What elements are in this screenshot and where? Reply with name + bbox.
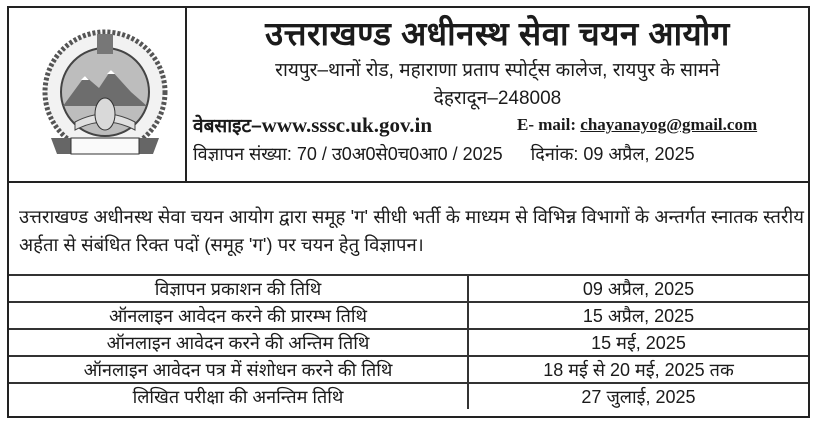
date-cell: 09 अप्रैल, 2025 bbox=[468, 275, 808, 302]
advertisement-info bbox=[193, 142, 695, 166]
advertisement-date: दिनांक: 09 अप्रैल, 2025 bbox=[530, 144, 695, 164]
date-cell: 18 मई से 20 मई, 2025 तक bbox=[468, 356, 808, 383]
header-text bbox=[187, 8, 808, 181]
organization-title: उत्तराखण्ड अधीनस्थ सेवा चयन आयोग bbox=[265, 15, 730, 52]
table-row bbox=[9, 383, 808, 409]
email-link[interactable]: chayanayog@gmail.com bbox=[580, 115, 758, 134]
event-cell: ऑनलाइन आवेदन करने की प्रारम्भ तिथि bbox=[9, 302, 468, 329]
website-label: वेबसाइट– bbox=[193, 116, 262, 137]
table-row bbox=[9, 356, 808, 383]
date-cell: 15 मई, 2025 bbox=[468, 329, 808, 356]
intro-paragraph: उत्तराखण्ड अधीनस्थ सेवा चयन आयोग द्वारा समूह 'ग' सीधी भर्ती के माध्यम से विभिन्न विभागों के अन्तर्गत स्नातक स्तरीय अर्हता से संबंधित रिक्त पदों (समूह 'ग') पर चयन हेतु विज्ञापन। bbox=[19, 206, 804, 255]
notice-frame bbox=[7, 6, 810, 418]
email bbox=[517, 115, 757, 135]
website bbox=[193, 112, 432, 138]
contact-row bbox=[187, 112, 808, 138]
event-cell: लिखित परीक्षा की अनन्तिम तिथि bbox=[9, 383, 468, 409]
table-row bbox=[9, 275, 808, 302]
address-line-1: रायपुर–थानों रोड, महाराणा प्रताप स्पोर्ट्स कालेज, रायपुर के सामने bbox=[275, 60, 720, 81]
schedule-table bbox=[9, 274, 808, 409]
logo-cell bbox=[9, 8, 187, 181]
event-cell: ऑनलाइन आवेदन करने की अन्तिम तिथि bbox=[9, 329, 468, 356]
advertisement-number: विज्ञापन संख्या: 70 / उ0अ0से0च0आ0 / 2025 bbox=[193, 144, 503, 164]
event-cell: ऑनलाइन आवेदन पत्र में संशोधन करने की तिथि bbox=[9, 356, 468, 383]
address-line-2: देहरादून–248008 bbox=[433, 88, 562, 109]
website-link[interactable]: www.sssc.uk.gov.in bbox=[261, 113, 433, 137]
table-row bbox=[9, 329, 808, 356]
date-cell: 27 जुलाई, 2025 bbox=[468, 383, 808, 409]
event-cell: विज्ञापन प्रकाशन की तिथि bbox=[9, 275, 468, 302]
table-row bbox=[9, 302, 808, 329]
email-label: E- mail: bbox=[517, 115, 581, 134]
commission-emblem-icon bbox=[41, 26, 169, 166]
date-cell: 15 अप्रैल, 2025 bbox=[468, 302, 808, 329]
notice-header bbox=[9, 8, 808, 183]
